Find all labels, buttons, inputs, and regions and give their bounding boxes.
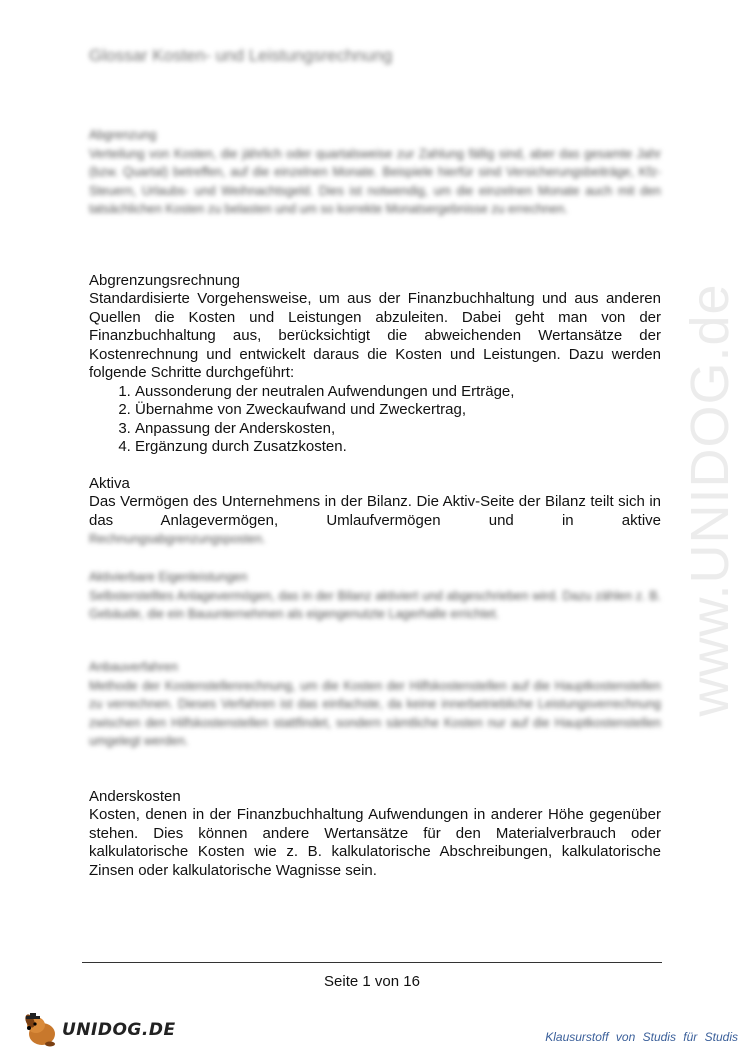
- entry-text: Methode der Kostenstellenrechnung, um die Kosten der Hilfskostenstellen auf die Hauptkostenstellen zu verrechnen. Dieses Verfahren ist das einfachste, da keine innerbetriebliche Leistungsverrechnung zwischen den Hilfskostenstellen stattfindet, sondern sämtliche Kosten nur auf die Hauptkostenstellen umgelegt werden.: [89, 678, 661, 748]
- watermark: [650, 280, 750, 720]
- page-number: Seite 1 von 16: [324, 973, 420, 990]
- list-item: 4. Ergänzung durch Zusatzkosten.: [135, 438, 661, 457]
- logo-text: UNIDOG.DE: [62, 1020, 176, 1040]
- entry-text: Selbsterstelltes Anlagevermögen, das in der Bilanz aktiviert und abgeschrieben wird. Dazu zählen z. B. Gebäude, die ein Bauunternehmen als eigengenutzte Lagerhalle errichtet.: [89, 588, 661, 621]
- glossary-entry-aktivierbare-eigenleistungen: [89, 568, 661, 624]
- glossary-entry-aktiva: [89, 475, 661, 549]
- watermark-text: www.UNIDOG.de: [680, 283, 740, 717]
- document-title: Glossar Kosten- und Leistungsrechnung: [89, 46, 393, 65]
- unidog-logo[interactable]: [22, 1010, 176, 1050]
- entry-text: Verteilung von Kosten, die jährlich oder quartalsweise zur Zahlung fällig sind, aber das gesamte Jahr (bzw. Quartal) betreffen, auf die einzelnen Monate. Beispiele hierfür sind Versicherungsbeiträge, Kfz-Steuern, Urlaubs- und Weihnachtsgeld. Dies ist notwendig, um die einzelnen Monate auch mit den tatsächlichen Kosten zu belasten und um so korrekte Monatsergebnisse zu errechnen.: [89, 146, 661, 216]
- entry-heading: Aktivierbare Eigenleistungen: [89, 570, 248, 584]
- entry-text: Kosten, denen in der Finanzbuchhaltung Aufwendungen in anderer Höhe gegenüber stehen. Dies können andere Wertansätze für den Materialverbrauch oder kalkulatorische Kosten wie z. B. kalkulatorische Abschreibungen, kalkulatorische Zinsen oder kalkulatorische Wagnisse sein.: [89, 806, 661, 879]
- entry-heading: Abgrenzungsrechnung: [89, 272, 240, 289]
- glossary-entry-abgrenzungsrechnung: [89, 272, 661, 457]
- steps-list: [89, 383, 661, 457]
- glossary-entry-anbauverfahren: [89, 658, 661, 751]
- tagline: Klausurstoff von Studis für Studis: [545, 1030, 738, 1044]
- list-item: 3. Anpassung der Anderskosten,: [135, 420, 661, 439]
- glossary-entry-anderskosten: [89, 788, 661, 880]
- footer-rule: [82, 962, 662, 963]
- dog-mascot-icon: [22, 1012, 60, 1048]
- entry-heading: Abgrenzung: [89, 128, 157, 142]
- glossary-entry-abgrenzung: [89, 126, 661, 219]
- list-item: 2. Übernahme von Zweckaufwand und Zweckertrag,: [135, 401, 661, 420]
- entry-text-continued: Rechnungsabgrenzungsposten.: [89, 532, 266, 546]
- list-item: 1. Aussonderung der neutralen Aufwendungen und Erträge,: [135, 383, 661, 402]
- entry-heading: Anbauverfahren: [89, 660, 178, 674]
- entry-text: Das Vermögen des Unternehmens in der Bilanz. Die Aktiv-Seite der Bilanz teilt sich in das Anlagevermögen, Umlaufvermögen und in aktive: [89, 493, 661, 529]
- entry-heading: Anderskosten: [89, 788, 181, 805]
- entry-text: Standardisierte Vorgehensweise, um aus der Finanzbuchhaltung und aus anderen Quellen die Kosten und Leistungen abzuleiten. Dabei geht man von der Finanzbuchhaltung aus, berücksichtigt die abweichenden Wertansätze der Kostenrechnung und entwickelt daraus die Kosten und Leistungen. Dazu werden folgende Schritte durchgeführt:: [89, 290, 661, 381]
- entry-heading: Aktiva: [89, 475, 130, 492]
